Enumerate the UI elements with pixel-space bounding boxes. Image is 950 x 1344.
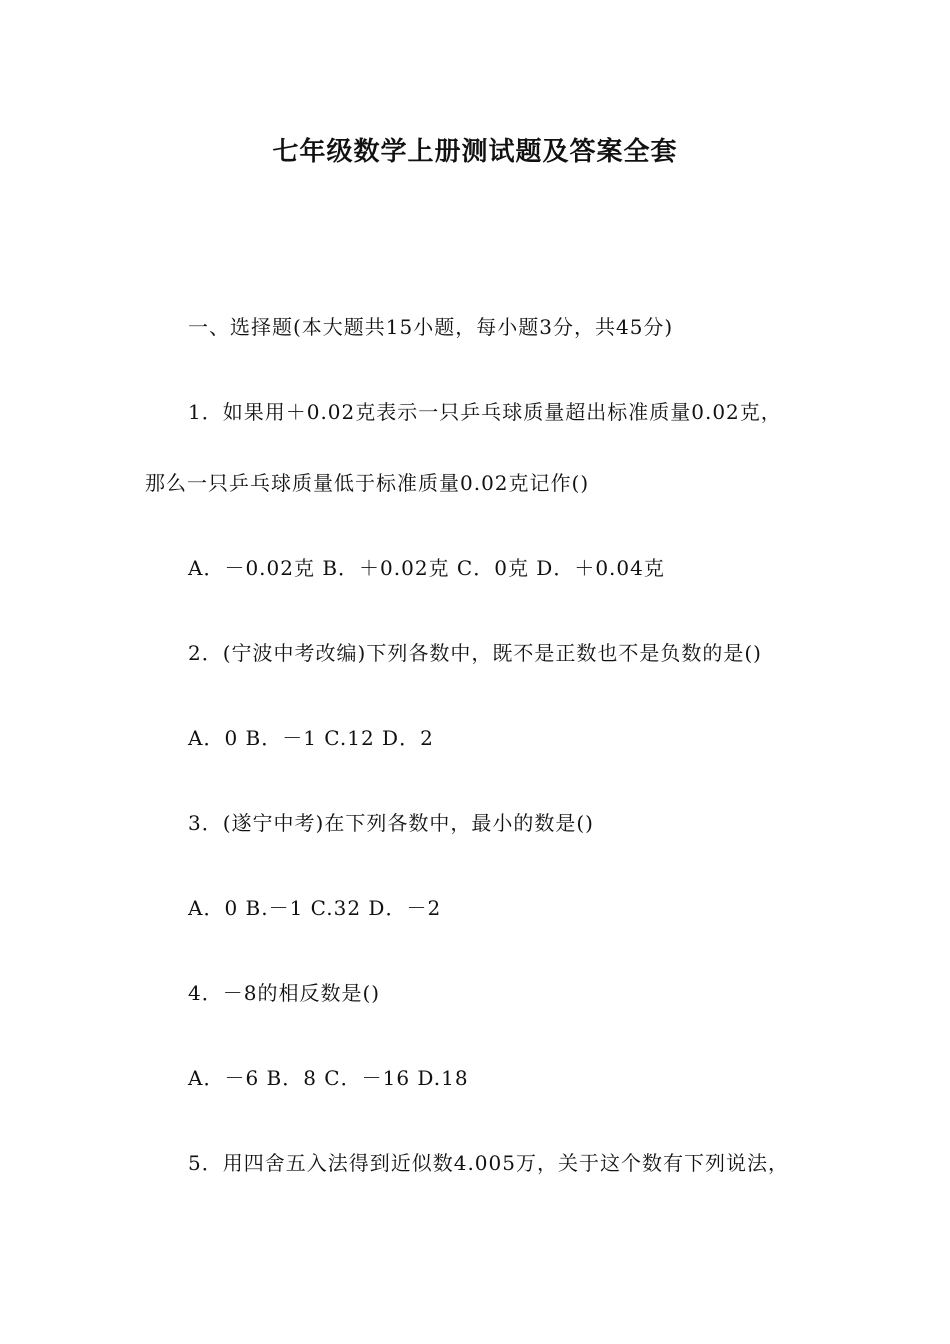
- question-3-stem: 3．(遂宁中考)在下列各数中，最小的数是(): [188, 811, 594, 835]
- question-4-options: A．－6 B．8 C．－16 D.18: [188, 1066, 469, 1090]
- question-2-stem: 2．(宁波中考改编)下列各数中，既不是正数也不是负数的是(): [188, 641, 762, 665]
- question-1-stem-line1: 1．如果用＋0.02克表示一只乒乓球质量超出标准质量0.02克，: [188, 400, 782, 424]
- question-2-options: A．0 B．－1 C.12 D．2: [188, 726, 434, 750]
- question-4-stem: 4．－8的相反数是(): [188, 981, 381, 1005]
- section-heading: 一、选择题(本大题共15小题，每小题3分，共45分): [188, 315, 674, 339]
- question-1-stem-line2: 那么一只乒乓球质量低于标准质量0.02克记作(): [145, 471, 590, 495]
- question-3-options: A．0 B.－1 C.32 D．－2: [188, 896, 442, 920]
- question-5-stem: 5．用四舍五入法得到近似数4.005万，关于这个数有下列说法，: [188, 1151, 789, 1175]
- document-title: 七年级数学上册测试题及答案全套: [272, 137, 678, 167]
- question-1-options: A．－0.02克 B．＋0.02克 C．0克 D．＋0.04克: [188, 556, 665, 580]
